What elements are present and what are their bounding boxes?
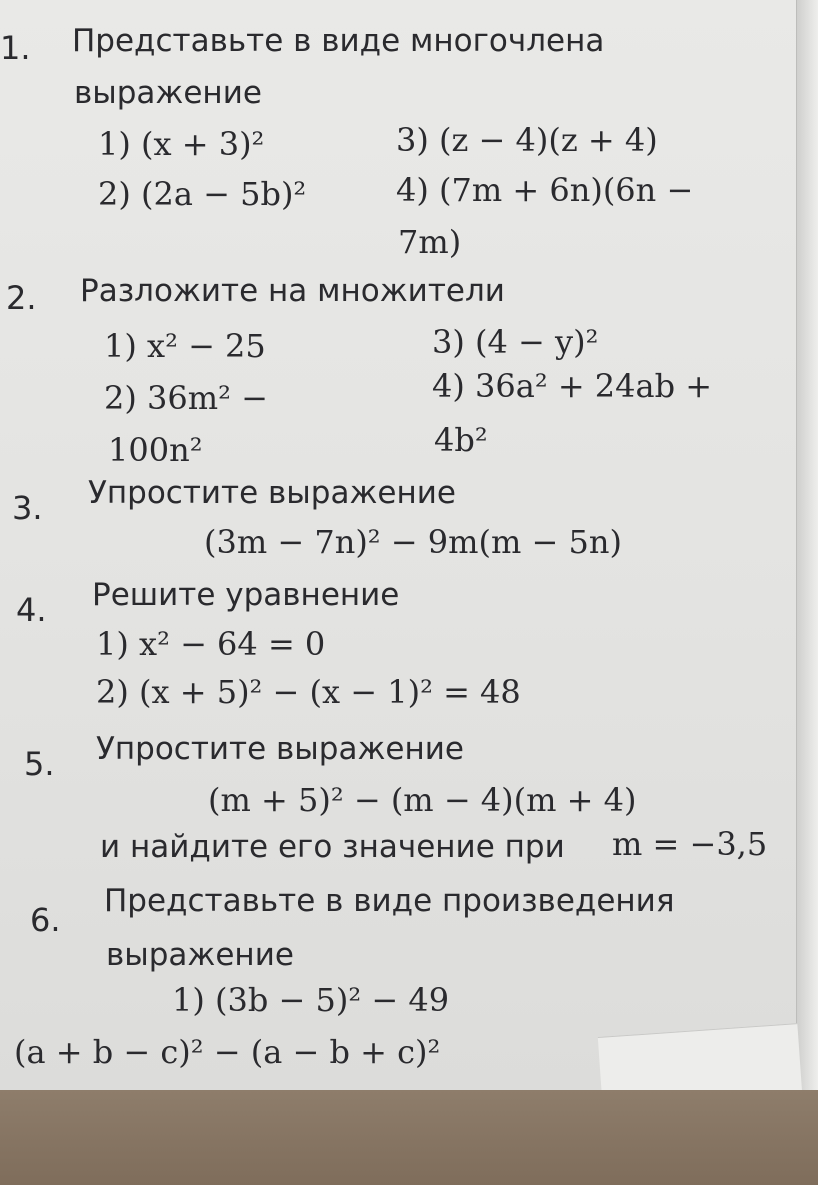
adjacent-sheet [796,0,818,1090]
task-5-expression: (m + 5)² − (m − 4)(m + 4) [208,781,637,819]
task-1-item-3: 3) (z − 4)(z + 4) [396,121,658,159]
task-1-title: Представьте в виде многочлена [72,23,605,59]
task-2-item-4: 4) 36a² + 24ab + [432,367,713,405]
task-2-title: Разложите на множители [80,273,505,309]
task-5-number: 5. [24,745,55,783]
task-1-item-2: 2) (2a − 5b)² [98,175,307,213]
task-3-number: 3. [12,489,43,527]
task-2-item-3: 3) (4 − y)² [432,323,599,361]
task-2-item-4-cont: 4b² [434,421,488,459]
task-6-item-2: (a + b − c)² − (a − b + c)² [14,1033,441,1071]
task-3-title: Упростите выражение [88,475,456,511]
task-2-number: 2. [6,279,37,317]
task-6-item-1: 1) (3b − 5)² − 49 [172,981,450,1019]
task-1-title-cont: выражение [74,75,262,111]
task-2-item-2-cont: 100n² [108,431,203,469]
task-1-item-4-cont: 7m) [398,223,462,261]
task-5-title: Упростите выражение [96,731,464,767]
task-5-tail-value: m = −3,5 [612,825,768,863]
task-2-item-2: 2) 36m² − [104,379,268,417]
task-5-tail-text: и найдите его значение при [100,829,565,865]
task-6-title: Представьте в виде произведения [104,883,675,919]
task-6-number: 6. [30,901,61,939]
task-1-number: 1. [0,29,31,67]
task-2-item-1: 1) x² − 25 [104,327,266,365]
task-1-item-1: 1) (x + 3)² [98,125,265,163]
task-1-item-4: 4) (7m + 6n)(6n − [396,171,694,209]
task-3-expression: (3m − 7n)² − 9m(m − 5n) [204,523,622,561]
table-surface [0,1090,818,1185]
task-6-title-cont: выражение [106,937,294,973]
task-4-item-2: 2) (x + 5)² − (x − 1)² = 48 [96,673,521,711]
task-4-title: Решите уравнение [92,577,400,613]
task-4-number: 4. [16,591,47,629]
task-4-item-1: 1) x² − 64 = 0 [96,625,326,663]
